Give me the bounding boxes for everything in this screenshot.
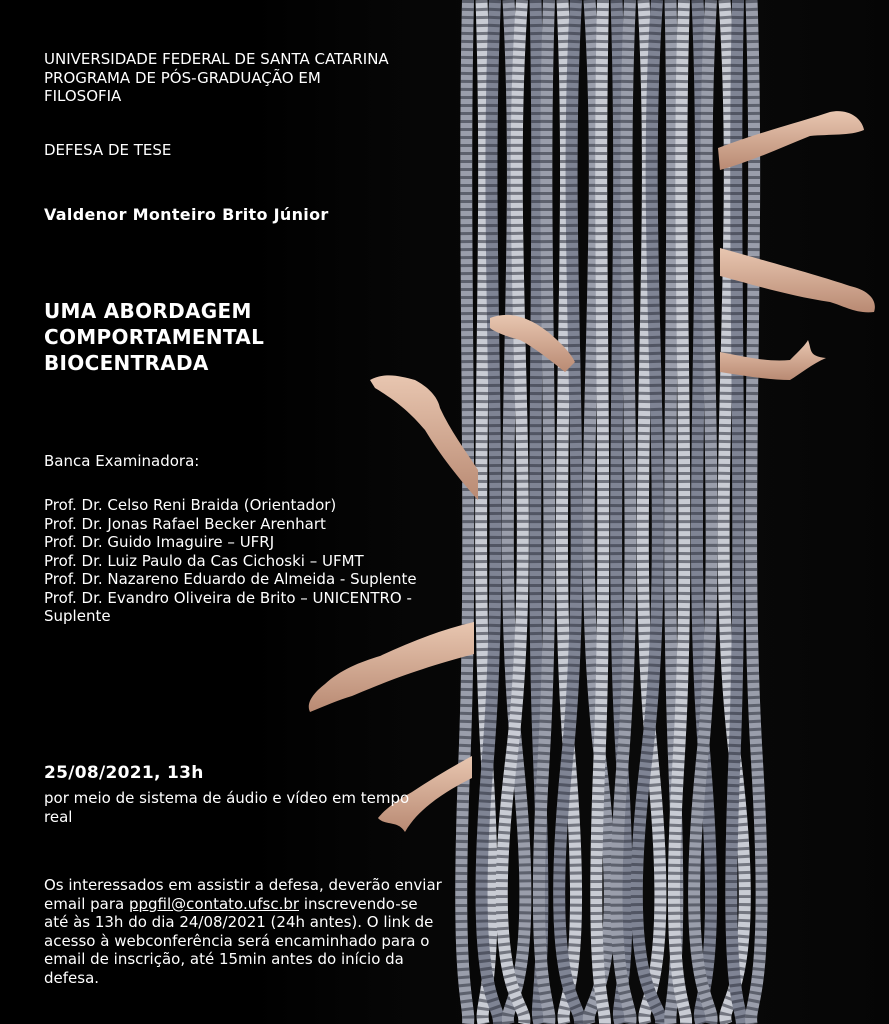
institution-line: UNIVERSIDADE FEDERAL DE SANTA CATARINA [44, 50, 389, 68]
institution-heading [44, 50, 474, 106]
thesis-title-line: COMPORTAMENTAL [44, 325, 265, 349]
date-time: 25/08/2021, 13h [44, 763, 204, 783]
leg-left-lower [309, 622, 474, 712]
leg-right-middle [720, 248, 875, 312]
committee-member: Prof. Dr. Nazareno Eduardo de Almeida - Suplente [44, 570, 417, 588]
registration-notice [44, 876, 459, 987]
committee-member: Prof. Dr. Celso Reni Braida (Orientador) [44, 496, 337, 514]
email-link[interactable]: ppgfil@contato.ufsc.br [128, 894, 300, 913]
thesis-title [44, 298, 364, 376]
session-mode-line: real [44, 807, 73, 826]
committee-list [44, 496, 484, 626]
event-type: DEFESA DE TESE [44, 141, 172, 159]
notice-line: Os interessados em assistir a defesa, deverão enviar [44, 876, 442, 894]
notice-line: defesa. [44, 968, 100, 987]
thesis-title-line: BIOCENTRADA [44, 351, 209, 375]
notice-text: email para [44, 894, 129, 913]
author-name: Valdenor Monteiro Brito Júnior [44, 205, 329, 224]
institution-line: FILOSOFIA [44, 87, 122, 105]
thesis-title-line: UMA ABORDAGEM [44, 299, 252, 323]
notice-line: até às 13h do dia 24/08/2021 (24h antes). O link de [44, 913, 434, 931]
notice-text: inscrevendo-se [299, 894, 418, 913]
committee-member: Prof. Dr. Luiz Paulo da Cas Cichoski – UFMT [44, 551, 364, 570]
committee-member: Prof. Dr. Evandro Oliveira de Brito – UNICENTRO - [44, 588, 412, 607]
institution-line: PROGRAMA DE PÓS-GRADUAÇÃO EM [44, 68, 321, 87]
committee-member: Suplente [44, 607, 111, 625]
session-mode-line: por meio de sistema de áudio e vídeo em tempo [44, 789, 410, 807]
notice-line: acesso à webconferência será encaminhado para o [44, 931, 430, 950]
notice-line [44, 895, 459, 914]
committee-member: Prof. Dr. Jonas Rafael Becker Arenhart [44, 514, 326, 533]
committee-label: Banca Examinadora: [44, 452, 200, 470]
committee-member: Prof. Dr. Guido Imaguire – UFRJ [44, 533, 275, 551]
session-mode [44, 789, 444, 826]
notice-line: email de inscrição, até 15min antes do início da [44, 950, 404, 968]
